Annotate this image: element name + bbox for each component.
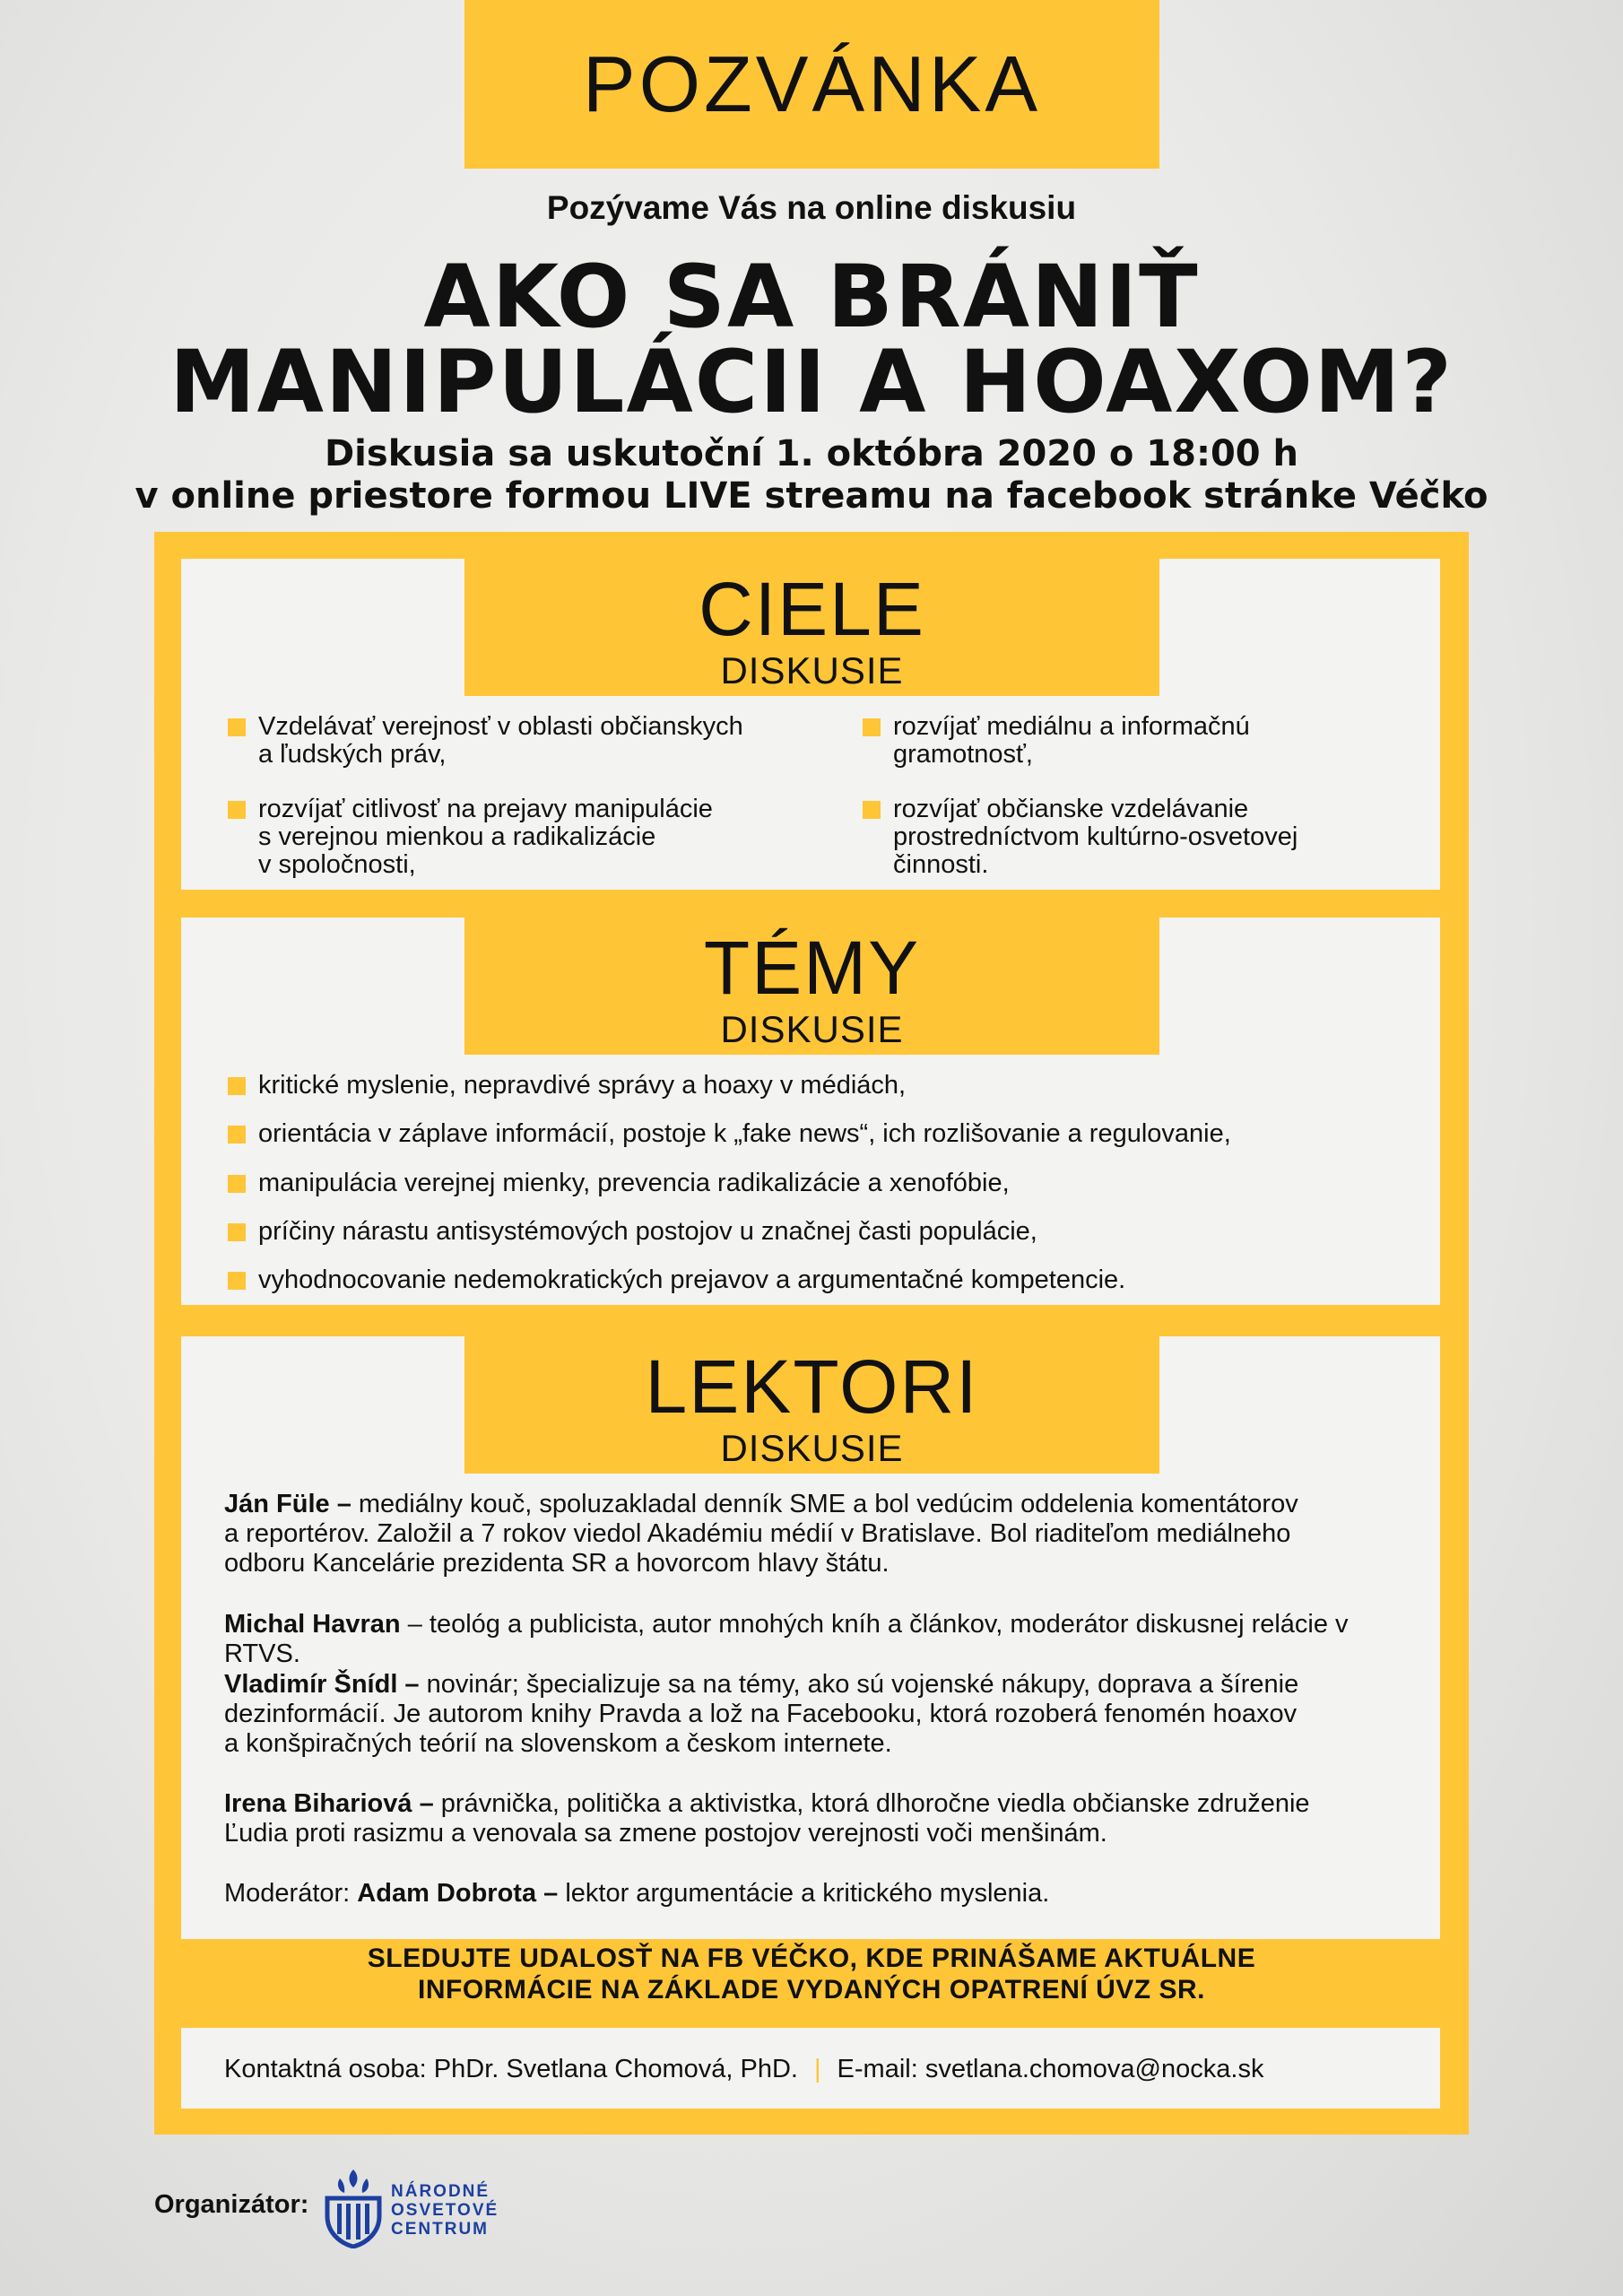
section-heading: CIELE bbox=[699, 567, 925, 651]
moderator-name: Adam Dobrota – bbox=[357, 1879, 559, 1908]
lector-bio bbox=[224, 1670, 1426, 1759]
section-ciele bbox=[181, 559, 1440, 890]
lector-text: odboru Kancelárie prezidenta SR a hovorcom hlavy štátu. bbox=[224, 1549, 890, 1578]
lector-text: a reportérov. Založil a 7 rokov viedol Akadémiu médií v Bratislave. Bol riaditeľom mediálneho bbox=[224, 1519, 1291, 1548]
list-item: orientácia v záplave informácií, postoje k „fake news“, ich rozlišovanie a regulovanie, bbox=[228, 1120, 1231, 1148]
date-line-1: Diskusia sa uskutoční 1. októbra 2020 o 18:00 h bbox=[324, 433, 1299, 474]
logo-line: OSVETOVÉ bbox=[391, 2201, 499, 2220]
list-item-line: v spoločnosti, bbox=[258, 850, 416, 879]
invite-text: Pozývame Vás na online diskusiu bbox=[546, 189, 1077, 226]
section-temy bbox=[181, 918, 1440, 1305]
section-lektori bbox=[181, 1336, 1440, 1939]
list-item: vyhodnocovanie nedemokratických prejavov a argumentačné kompetencie. bbox=[228, 1266, 1125, 1294]
lector-text: Ľudia proti rasizmu a venovala sa zmene postojov verejnosti voči menšinám. bbox=[224, 1819, 1107, 1848]
list-item-line: gramotnosť, bbox=[893, 740, 1033, 769]
title-banner bbox=[464, 0, 1159, 169]
section-title-temy bbox=[464, 918, 1159, 1055]
list-item: kritické myslenie, nepravdivé správy a hoaxy v médiách, bbox=[228, 1072, 906, 1100]
list-item-line: rozvíjať citlivosť na prejavy manipulácie bbox=[258, 795, 713, 823]
headline-line-1: AKO SA BRÁNIŤ bbox=[423, 247, 1200, 347]
list-item-line: s verejnou mienkou a radikalizácie bbox=[258, 822, 656, 851]
lector-bio bbox=[224, 1789, 1426, 1848]
list-item-line: rozvíjať mediálnu a informačnú bbox=[893, 712, 1250, 741]
lector-text: novinár; špecializuje sa na témy, ako sú vojenské nákupy, doprava a šírenie bbox=[419, 1670, 1299, 1699]
date-line-2: v online priestore formou LIVE streamu na facebook stránke Véčko bbox=[135, 475, 1488, 517]
notice-line: SLEDUJTE UDALOSŤ NA FB VÉČKO, KDE PRINÁŠAME AKTUÁLNE bbox=[367, 1944, 1256, 1973]
lector-text: mediálny kouč, spoluzakladal denník SME a bol vedúcim oddelenia komentátorov bbox=[351, 1490, 1298, 1518]
list-item-line: rozvíjať občianske vzdelávanie bbox=[893, 795, 1249, 823]
lector-name: Irena Bihariová – bbox=[224, 1789, 434, 1818]
logo-line: CENTRUM bbox=[391, 2220, 489, 2239]
list-item-line: Vzdelávať verejnosť v oblasti občianskych bbox=[258, 712, 743, 741]
list-item: manipulácia verejnej mienky, prevencia radikalizácie a xenofóbie, bbox=[228, 1170, 1010, 1197]
contact-email[interactable]: E-mail: svetlana.chomova@nocka.sk bbox=[837, 2055, 1264, 2083]
contact-panel bbox=[181, 2028, 1440, 2109]
section-heading: TÉMY bbox=[703, 926, 921, 1010]
notice-line: INFORMÁCIE NA ZÁKLADE VYDANÝCH OPATRENÍ ÚVZ SR. bbox=[418, 1975, 1205, 2005]
section-title-lektori bbox=[464, 1336, 1159, 1474]
lector-text: – teológ a publicista, autor mnohých kníh a článkov, moderátor diskusnej relácie v RTVS. bbox=[224, 1610, 1349, 1668]
contact-line bbox=[224, 2055, 1263, 2084]
noc-logo-icon bbox=[322, 2164, 385, 2248]
moderator-desc: lektor argumentácie a kritického myslenia. bbox=[558, 1879, 1050, 1908]
list-item bbox=[228, 713, 814, 769]
list-item bbox=[863, 796, 1431, 879]
contact-person: Kontaktná osoba: PhDr. Svetlana Chomová, PhD. bbox=[224, 2055, 798, 2083]
contact-separator: | bbox=[813, 2055, 821, 2083]
list-item-line: činnosti. bbox=[893, 850, 989, 879]
moderator-prefix: Moderátor: bbox=[224, 1879, 358, 1908]
moderator-line bbox=[224, 1879, 1426, 1909]
lector-text: a konšpiračných teórií na slovenskom a českom internete. bbox=[224, 1729, 892, 1758]
poster-title: POZVÁNKA bbox=[582, 39, 1042, 128]
section-subheading: DISKUSIE bbox=[720, 1008, 904, 1050]
logo-line: NÁRODNÉ bbox=[391, 2182, 490, 2201]
list-item bbox=[863, 713, 1431, 769]
logo-wordmark bbox=[391, 2182, 499, 2239]
list-item-line: prostredníctvom kultúrno-osvetovej bbox=[893, 822, 1298, 851]
section-title-ciele bbox=[464, 559, 1159, 696]
lector-text: právnička, politička a aktivistka, ktorá dlhoročne viedla občianske združenie bbox=[433, 1789, 1310, 1818]
notice-text bbox=[154, 1943, 1469, 2005]
list-item-line: a ľudských práv, bbox=[258, 740, 447, 769]
lector-text: dezinformácií. Je autorom knihy Pravda a lož na Facebooku, ktorá rozoberá fenomén hoaxov bbox=[224, 1700, 1298, 1728]
section-subheading: DISKUSIE bbox=[720, 649, 904, 691]
section-heading: LEKTORI bbox=[645, 1344, 979, 1429]
section-subheading: DISKUSIE bbox=[720, 1427, 904, 1469]
organizer-label: Organizátor: bbox=[154, 2190, 309, 2219]
list-item bbox=[228, 796, 814, 879]
list-item: príčiny nárastu antisystémových postojov u značnej časti populácie, bbox=[228, 1218, 1037, 1246]
lector-bio bbox=[224, 1610, 1426, 1669]
content-frame bbox=[154, 532, 1469, 2135]
lector-bio bbox=[224, 1490, 1426, 1578]
lector-name: Michal Havran bbox=[224, 1610, 401, 1639]
lector-name: Ján Füle – bbox=[224, 1490, 352, 1518]
lector-name: Vladimír Šnídl – bbox=[224, 1670, 420, 1699]
headline-line-2: MANIPULÁCII A HOAXOM? bbox=[169, 332, 1454, 432]
